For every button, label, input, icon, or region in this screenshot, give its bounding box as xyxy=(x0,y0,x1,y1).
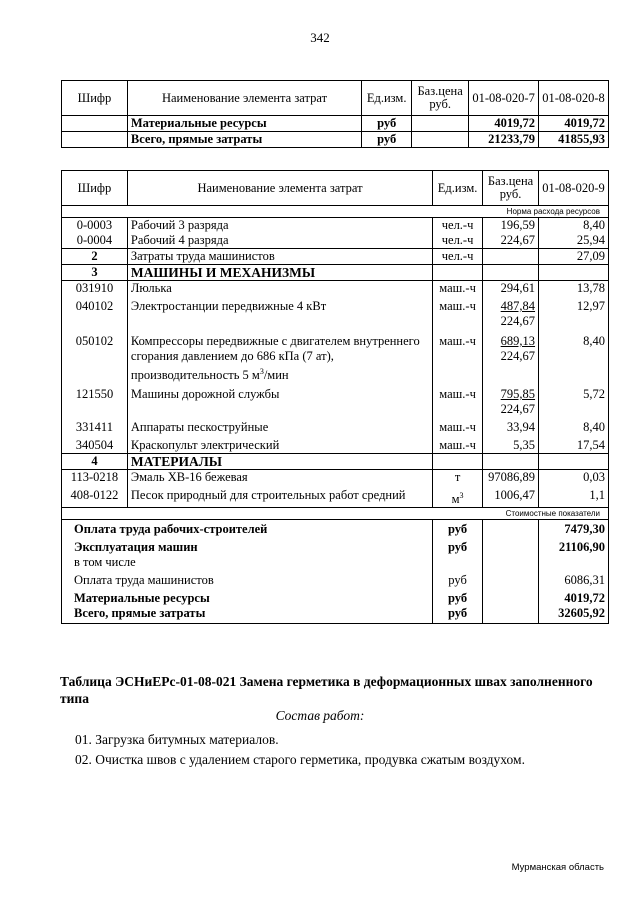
norm-label-row xyxy=(62,206,609,218)
header-col: 01-08-020-9 xyxy=(539,171,609,206)
cost-value: 4019,72 xyxy=(539,588,609,606)
cost-name: Материальные ресурсы xyxy=(62,588,433,606)
norm-label: Норма расхода ресурсов xyxy=(62,206,609,218)
cost-name: Всего, прямые затраты xyxy=(62,606,433,624)
row-value: 8,40 xyxy=(539,218,609,234)
section-title: Таблица ЭСНиЕРс-01-08-021 Замена герметика в деформационных швах заполненного типа xyxy=(60,674,593,706)
row-value: 0,03 xyxy=(539,470,609,486)
cost-label: Стоимостные показатели xyxy=(62,508,609,520)
cost-unit: руб xyxy=(433,537,483,555)
row-unit: маш.-ч xyxy=(433,281,483,297)
table-row xyxy=(62,281,609,297)
cost-label-row xyxy=(62,508,609,520)
section-row xyxy=(62,454,609,470)
row-price: 5,35 xyxy=(483,435,539,454)
row-code: 0-0003 xyxy=(62,218,128,234)
row-value: 4019,72 xyxy=(539,116,609,132)
row-unit: чел.-ч xyxy=(433,218,483,234)
row-code: 4 xyxy=(62,454,128,470)
cost-name: Оплата труда машинистов xyxy=(62,570,433,588)
row-code: 0-0004 xyxy=(62,233,128,249)
header-unit: Ед.изм. xyxy=(362,81,412,116)
row-value: 17,54 xyxy=(539,435,609,454)
table-row xyxy=(62,249,609,265)
row-unit: маш.-ч xyxy=(433,383,483,417)
row-name: Компрессоры передвижные с двигателем внутреннего сгорания давлением до 686 кПа (7 ат), производительность 5 $м^3$/мин xyxy=(127,329,432,383)
header-price: Баз.цена руб. xyxy=(412,81,469,116)
row-name: Аппараты пескоструйные xyxy=(127,417,432,435)
cost-name: Оплата труда рабочих-строителей xyxy=(62,520,433,538)
row-code: 2 xyxy=(62,249,128,265)
section-heading: МАШИНЫ И МЕХАНИЗМЫ xyxy=(127,265,432,281)
header-col1: 01-08-020-7 xyxy=(469,81,539,116)
row-price: 795,85 224,67 xyxy=(483,383,539,417)
row-code: 050102 xyxy=(62,329,128,383)
row-unit: чел.-ч xyxy=(433,233,483,249)
row-name: Материальные ресурсы xyxy=(127,116,361,132)
row-name: Рабочий 3 разряда xyxy=(127,218,432,234)
header-name: Наименование элемента затрат xyxy=(127,171,432,206)
table-row xyxy=(62,329,609,383)
table-row xyxy=(62,296,609,329)
row-price: 196,59 xyxy=(483,218,539,234)
row-price: 487,84 224,67 xyxy=(483,296,539,329)
table-row xyxy=(62,132,609,148)
row-name: Эмаль ХВ-16 бежевая xyxy=(127,470,432,486)
row-price: 224,67 xyxy=(483,233,539,249)
row-name: Электростанции передвижные 4 кВт xyxy=(127,296,432,329)
row-unit: чел.-ч xyxy=(433,249,483,265)
header-code: Шифр xyxy=(62,171,128,206)
cost-row xyxy=(62,570,609,588)
header-col2: 01-08-020-8 xyxy=(539,81,609,116)
row-name: Люлька xyxy=(127,281,432,297)
row-code: 031910 xyxy=(62,281,128,297)
table-row xyxy=(62,417,609,435)
table-row xyxy=(62,470,609,486)
header-price: Баз.цена руб. xyxy=(483,171,539,206)
row-name: Всего, прямые затраты xyxy=(127,132,361,148)
row-name: Рабочий 4 разряда xyxy=(127,233,432,249)
row-value: 1,1 xyxy=(539,485,609,508)
table-row xyxy=(62,383,609,417)
row-price: 294,61 xyxy=(483,281,539,297)
row-code: 040102 xyxy=(62,296,128,329)
table-header-row xyxy=(62,81,609,116)
header-unit: Ед.изм. xyxy=(433,171,483,206)
row-unit: руб xyxy=(362,116,412,132)
row-price: 33,94 xyxy=(483,417,539,435)
row-code: 121550 xyxy=(62,383,128,417)
footer-region: Мурманская область xyxy=(511,862,604,873)
table-row xyxy=(62,485,609,508)
row-price: 1006,47 xyxy=(483,485,539,508)
row-code: 3 xyxy=(62,265,128,281)
row-unit: т xyxy=(433,470,483,486)
cost-value: 6086,31 xyxy=(539,570,609,588)
row-value: 41855,93 xyxy=(539,132,609,148)
row-unit: $м^3$ xyxy=(433,485,483,508)
page-number: 342 xyxy=(310,30,330,45)
row-value: 25,94 xyxy=(539,233,609,249)
row-value: 27,09 xyxy=(539,249,609,265)
summary-table-1 xyxy=(61,80,609,148)
cost-row xyxy=(62,588,609,606)
row-value: 8,40 xyxy=(539,417,609,435)
table-row xyxy=(62,435,609,454)
composition-heading: Состав работ: xyxy=(275,708,365,723)
cost-row xyxy=(62,606,609,624)
row-unit: маш.-ч xyxy=(433,435,483,454)
cost-name: Эксплуатация машин xyxy=(62,537,433,555)
row-code: 113-0218 xyxy=(62,470,128,486)
table-row xyxy=(62,218,609,234)
row-name: Затраты труда машинистов xyxy=(127,249,432,265)
row-name: Машины дорожной службы xyxy=(127,383,432,417)
row-value: 21233,79 xyxy=(469,132,539,148)
row-value: 8,40 xyxy=(539,329,609,383)
row-value: 13,78 xyxy=(539,281,609,297)
row-name: Песок природный для строительных работ средний xyxy=(127,485,432,508)
row-value: 4019,72 xyxy=(469,116,539,132)
section-row xyxy=(62,265,609,281)
table-row xyxy=(62,233,609,249)
table-header-row xyxy=(62,171,609,206)
row-value: 12,97 xyxy=(539,296,609,329)
table-row xyxy=(62,116,609,132)
cost-value: 21106,90 xyxy=(539,537,609,555)
header-name: Наименование элемента затрат xyxy=(127,81,361,116)
work-item: 02. Очистка швов с удалением старого герметика, продувка сжатым воздухом. xyxy=(75,752,525,767)
cost-unit: руб xyxy=(433,570,483,588)
cost-row xyxy=(62,537,609,555)
row-code: 340504 xyxy=(62,435,128,454)
row-price: 689,13 224,67 xyxy=(483,329,539,383)
cost-unit: руб xyxy=(433,606,483,624)
section-heading: МАТЕРИАЛЫ xyxy=(127,454,432,470)
cost-unit: руб xyxy=(433,588,483,606)
cost-row xyxy=(62,555,609,570)
header-code: Шифр xyxy=(62,81,128,116)
row-code: 331411 xyxy=(62,417,128,435)
row-unit: маш.-ч xyxy=(433,329,483,383)
row-unit: руб xyxy=(362,132,412,148)
work-item: 01. Загрузка битумных материалов. xyxy=(75,732,279,747)
cost-row xyxy=(62,520,609,538)
cost-unit: руб xyxy=(433,520,483,538)
row-code: 408-0122 xyxy=(62,485,128,508)
cost-value: 32605,92 xyxy=(539,606,609,624)
row-unit: маш.-ч xyxy=(433,296,483,329)
cost-value: 7479,30 xyxy=(539,520,609,538)
resource-table xyxy=(61,170,609,624)
row-unit: маш.-ч xyxy=(433,417,483,435)
row-price: 97086,89 xyxy=(483,470,539,486)
row-value: 5,72 xyxy=(539,383,609,417)
row-name: Краскопульт электрический xyxy=(127,435,432,454)
cost-name: в том числе xyxy=(62,555,433,570)
